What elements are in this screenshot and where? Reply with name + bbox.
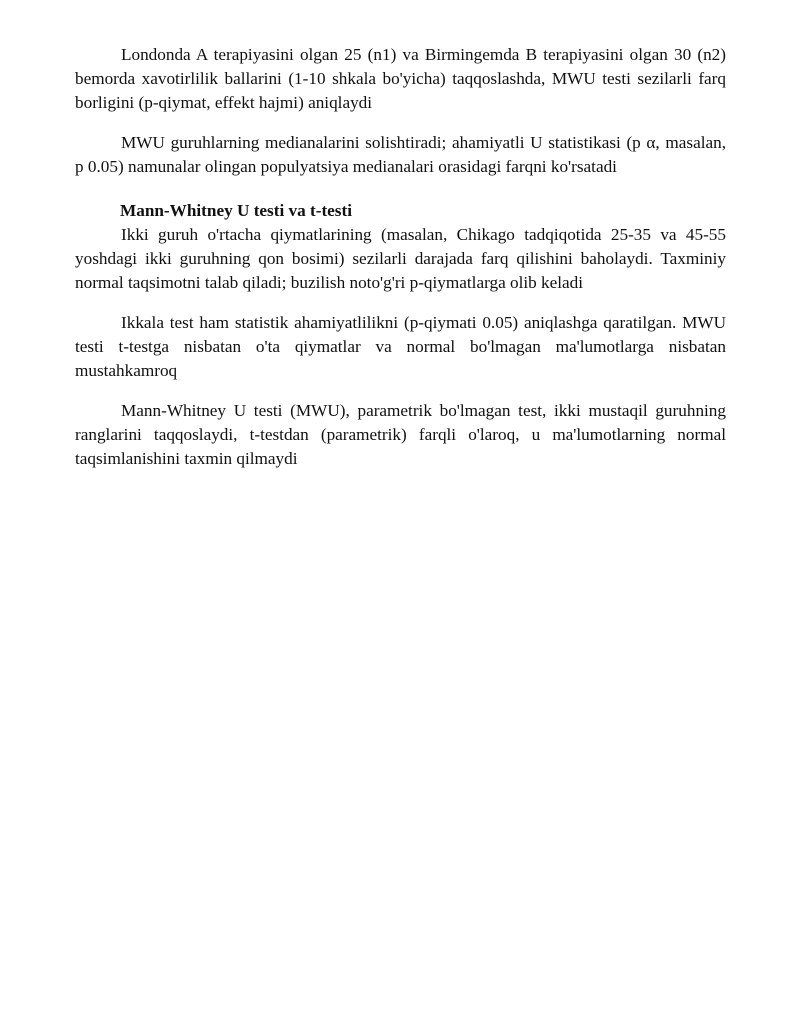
paragraph-mwu-definition: Mann-Whitney U testi (MWU), parametrik bo'lmagan test, ikki mustaqil guruhning ranglarini taqqoslaydi, t-testdan (parametrik) farqli o'laroq, u ma'lumotlarning normal taqsimlanishini taxmin qilmaydi	[75, 401, 726, 468]
paragraph-significance: Ikkala test ham statistik ahamiyatlilikni (p-qiymati 0.05) aniqlashga qaratilgan. MWU testi t-testga nisbatan o'ta qiymatlar va normal bo'lmagan ma'lumotlarga nisbatan mustahkamroq	[75, 313, 726, 380]
paragraph-median-comparison: MWU guruhlarning medianalarini solishtiradi; ahamiyatli U statistikasi (p α, masalan, p 0.05) namunalar olingan populyatsiya medianalari orasidagi farqni ko'rsatadi	[75, 133, 726, 176]
paragraph-therapy-comparison: Londonda A terapiyasini olgan 25 (n1) va Birmingemda B terapiyasini olgan 30 (n2) bemorda xavotirlilik ballarini (1-10 shkala bo'yicha) taqqoslashda, MWU testi sezilarli farq borligini (p-qiymat, effekt hajmi) aniqlaydi	[75, 45, 726, 112]
paragraph-ttest-description: Ikki guruh o'rtacha qiymatlarining (masalan, Chikago tadqiqotida 25-35 va 45-55 yoshdagi ikki guruhning qon bosimi) sezilarli darajada farq qilishini baholaydi. Taxminiy normal taqsimotni talab qiladi; buzilish noto'g'ri p-qiymatlarga olib keladi	[75, 225, 726, 292]
section-heading: Mann-Whitney U testi va t-testi	[120, 201, 352, 220]
document-page	[75, 43, 726, 487]
